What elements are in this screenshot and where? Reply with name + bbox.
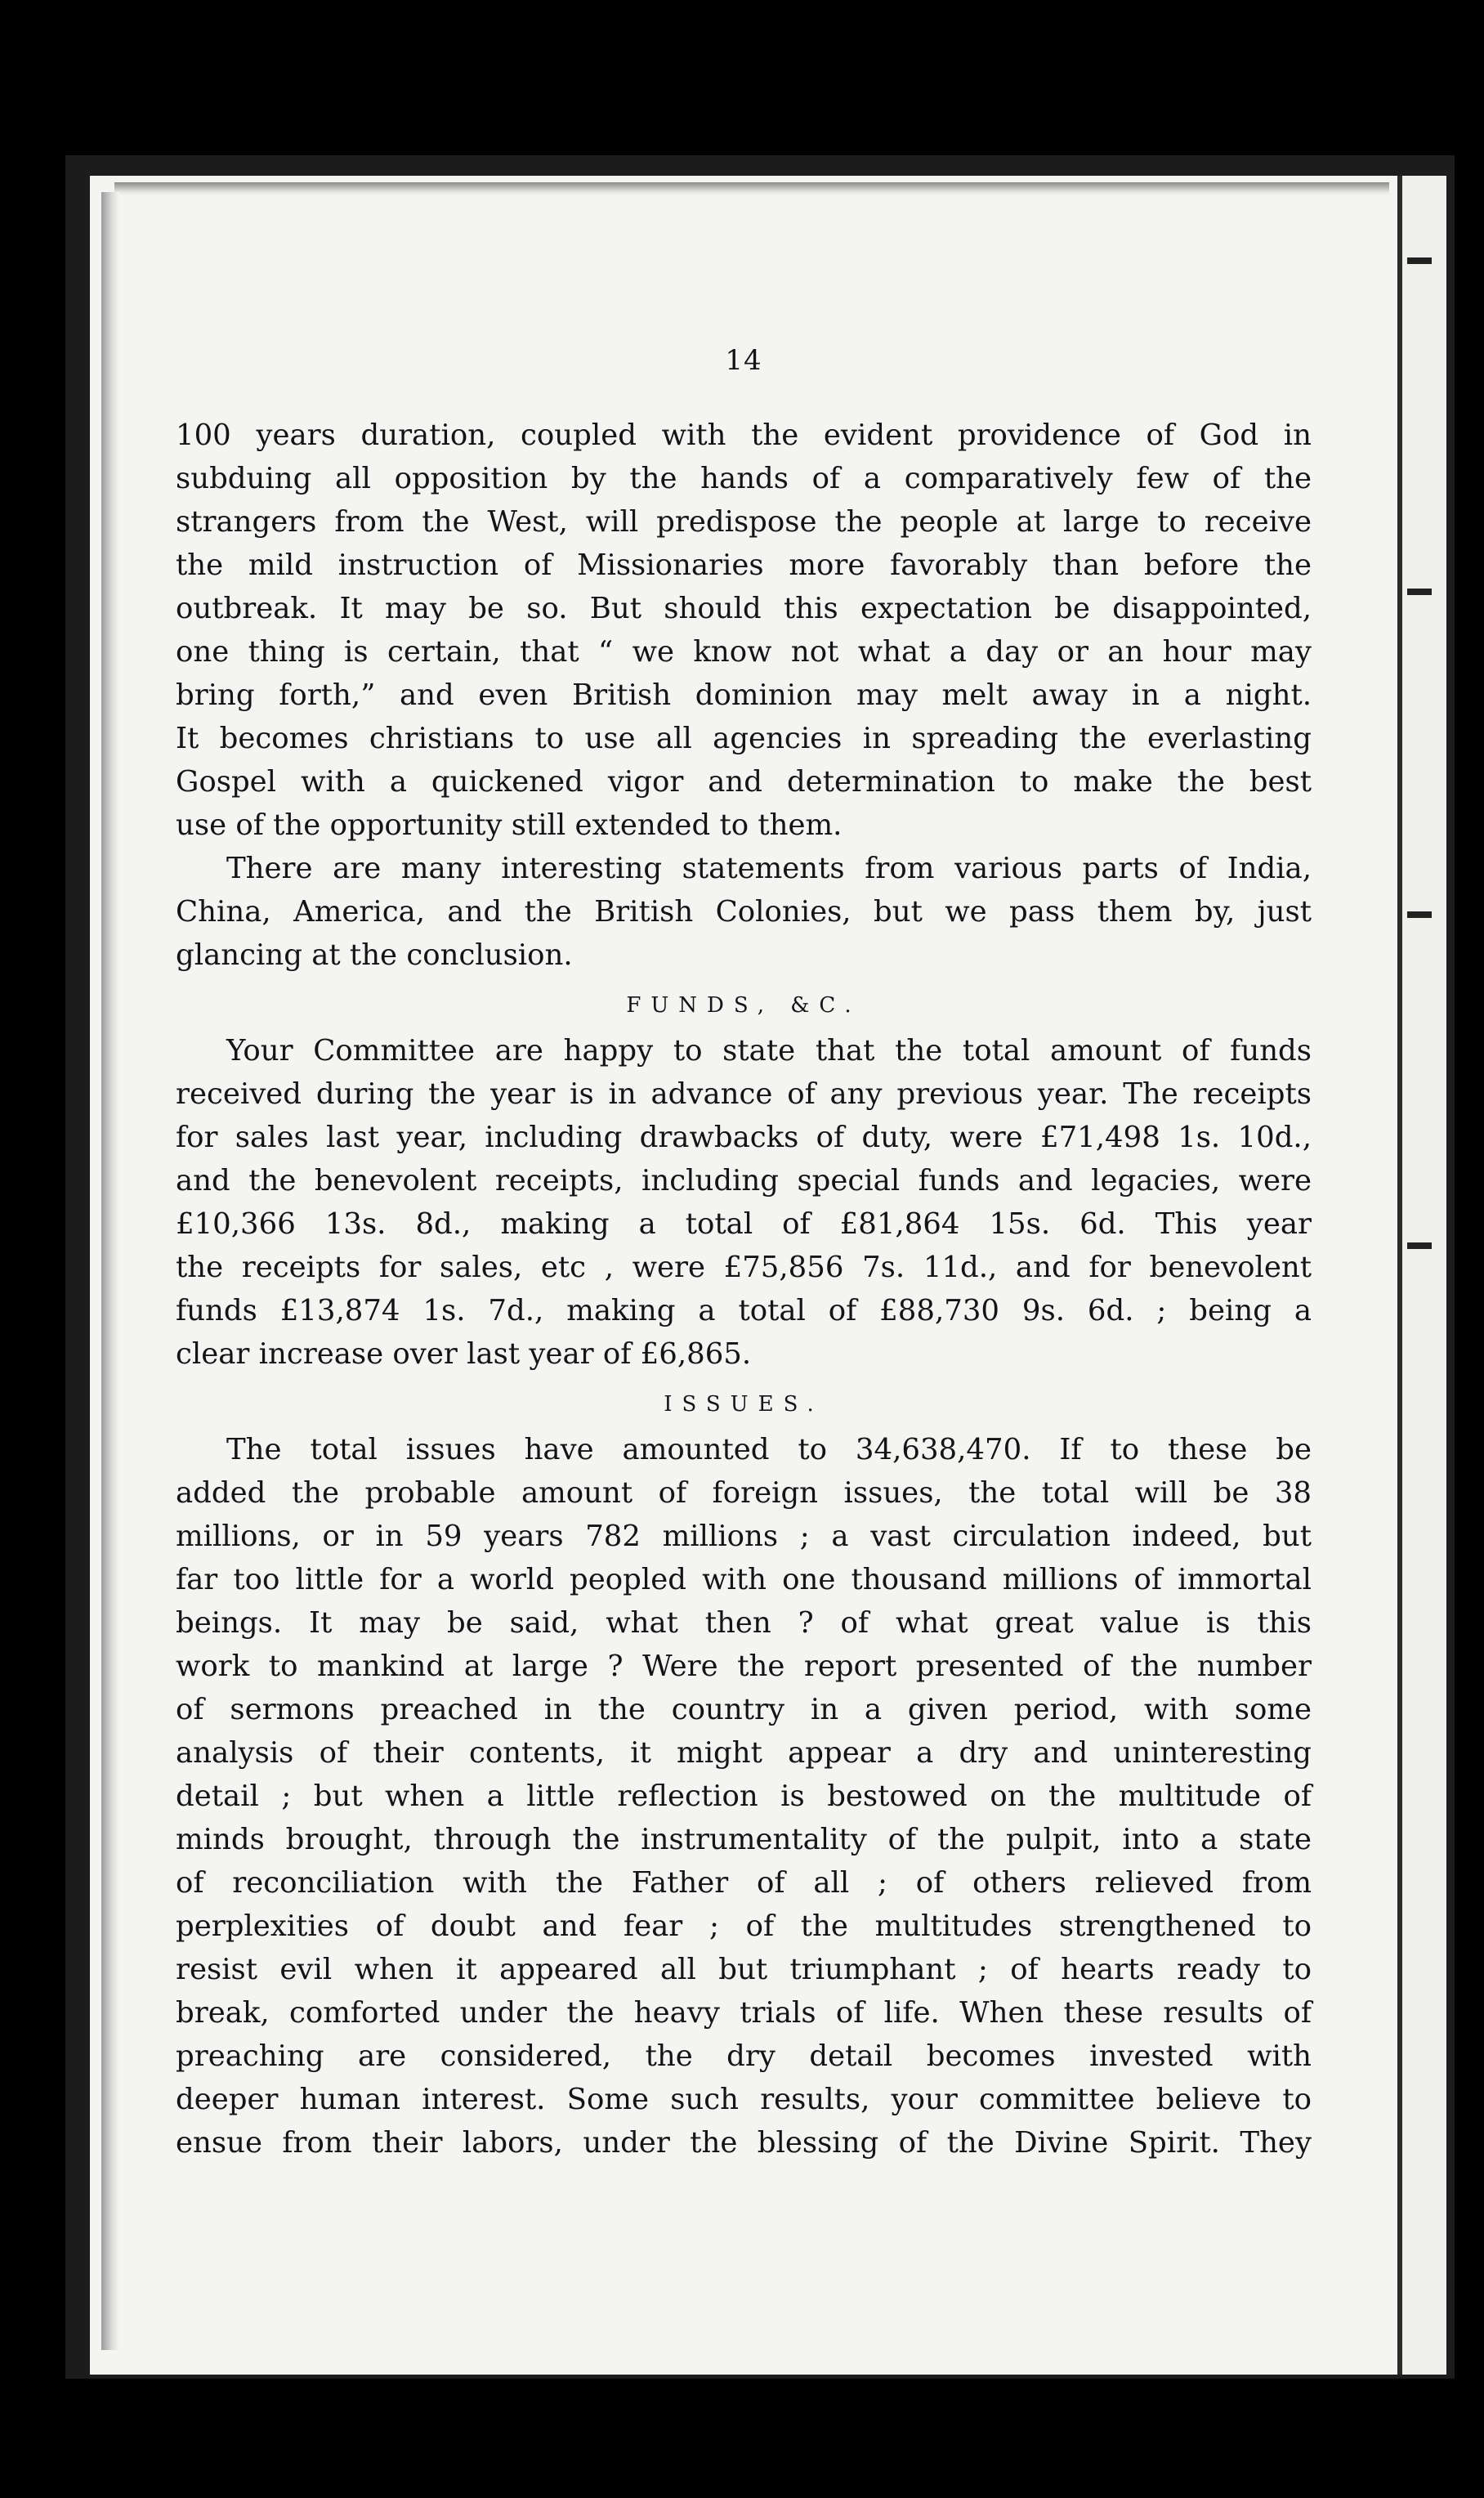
text-line: the receipts for sales, etc , were £75,856 7s. 11d., and for benevolent [176, 1251, 1312, 1284]
margin-mark [1407, 257, 1432, 264]
text-line: for sales last year, including drawbacks of duty, were £71,498 1s. 10d., [176, 1121, 1312, 1154]
text-line: millions, or in 59 years 782 millions ; a vast circulation indeed, but [176, 1520, 1312, 1553]
text-line: China, America, and the British Colonies, but we pass them by, just [176, 895, 1312, 929]
text-line: clear increase over last year of £6,865. [176, 1337, 752, 1371]
text-line: of reconciliation with the Father of all ; of others relieved from [176, 1866, 1312, 1900]
text-line: There are many interesting statements from various parts of India, [226, 852, 1312, 885]
margin-mark [1407, 589, 1432, 595]
text-line: use of the opportunity still extended to them. [176, 808, 843, 842]
text-line: break, comforted under the heavy trials of life. When these results of [176, 1996, 1312, 2030]
text-line: Your Committee are happy to state that the total amount of funds [226, 1034, 1312, 1068]
text-line: analysis of their contents, it might appear a dry and uninteresting [176, 1736, 1312, 1770]
text-line: detail ; but when a little reflection is bestowed on the multitude of [176, 1779, 1312, 1813]
text-line: outbreak. It may be so. But should this expectation be disappointed, [176, 592, 1312, 625]
text-line: added the probable amount of foreign issues, the total will be 38 [176, 1476, 1312, 1510]
page-number: 14 [725, 344, 762, 377]
section-heading-funds: FUNDS, &C. [626, 993, 861, 1018]
text-line: glancing at the conclusion. [176, 938, 573, 972]
text-line: perplexities of doubt and fear ; of the multitudes strengthened to [176, 1909, 1312, 1943]
text-line: one thing is certain, that “ we know not what a day or an hour may [176, 635, 1312, 669]
paragraph-intro-1 [176, 414, 1312, 847]
text-line: resist evil when it appeared all but triumphant ; of hearts ready to [176, 1953, 1312, 1986]
text-line: ensue from their labors, under the blessing of the Divine Spirit. They [176, 2126, 1312, 2160]
page-text [176, 339, 1312, 2164]
text-line: £10,366 13s. 8d., making a total of £81,864 15s. 6d. This year [176, 1207, 1312, 1241]
text-line: subduing all opposition by the hands of a comparatively few of the [176, 462, 1312, 495]
text-line: the mild instruction of Missionaries more favorably than before the [176, 548, 1312, 582]
paragraph-funds [176, 1029, 1312, 1376]
page-edge-top [114, 182, 1389, 195]
text-line: Gospel with a quickened vigor and determination to make the best [176, 765, 1312, 799]
margin-mark [1407, 911, 1432, 918]
paragraph-intro-2 [176, 847, 1312, 977]
paragraph-issues [176, 1428, 1312, 2164]
text-line: preaching are considered, the dry detail becomes invested with [176, 2039, 1312, 2073]
text-line: far too little for a world peopled with one thousand millions of immortal [176, 1563, 1312, 1596]
section-heading-issues: ISSUES. [664, 1392, 824, 1417]
margin-mark [1407, 1242, 1432, 1249]
text-line: work to mankind at large ? Were the report presented of the number [176, 1650, 1312, 1683]
text-line: and the benevolent receipts, including special funds and legacies, were [176, 1164, 1312, 1198]
text-line: 100 years duration, coupled with the evident providence of God in [176, 419, 1312, 452]
adjacent-page-edge [1397, 176, 1446, 2375]
text-line: It becomes christians to use all agencies in spreading the everlasting [176, 722, 1312, 755]
page-edge-left [101, 192, 119, 2350]
text-line: The total issues have amounted to 34,638,470. If to these be [226, 1433, 1312, 1466]
text-line: strangers from the West, will predispose the people at large to receive [176, 505, 1312, 539]
text-line: of sermons preached in the country in a given period, with some [176, 1693, 1312, 1726]
text-line: beings. It may be said, what then ? of what great value is this [176, 1606, 1312, 1640]
text-line: funds £13,874 1s. 7d., making a total of £88,730 9s. 6d. ; being a [176, 1294, 1312, 1327]
text-line: received during the year is in advance of any previous year. The receipts [176, 1077, 1312, 1111]
text-line: bring forth,” and even British dominion may melt away in a night. [176, 678, 1312, 712]
text-line: minds brought, through the instrumentality of the pulpit, into a state [176, 1823, 1312, 1856]
text-line: deeper human interest. Some such results, your committee believe to [176, 2083, 1312, 2116]
